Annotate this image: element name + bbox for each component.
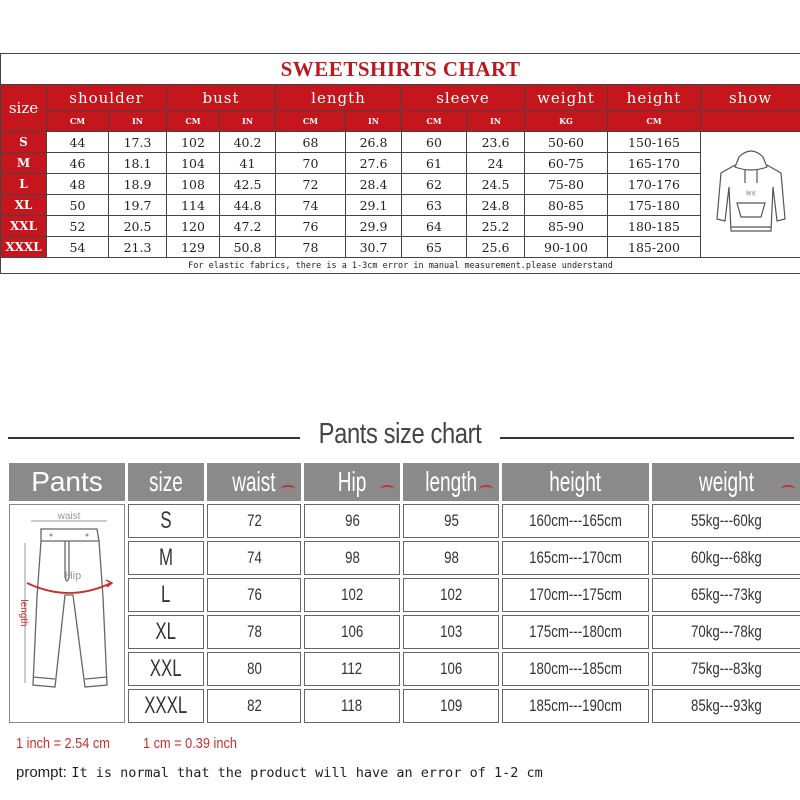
size-cell: M: [128, 541, 204, 575]
value-cell: 50-60: [525, 132, 608, 153]
value-cell: 72: [207, 504, 301, 538]
value-cell: 175-180: [608, 195, 701, 216]
pants-title-bar: [0, 418, 800, 458]
pants-chart-title: Pants size chart: [318, 418, 482, 450]
table-row: [1, 216, 800, 237]
value-cell: 80-85: [525, 195, 608, 216]
value-cell: 106: [403, 652, 499, 686]
value-cell: 75kg---83kg: [652, 652, 800, 686]
unit-label: KG: [525, 111, 608, 132]
value-cell: 70kg---78kg: [652, 615, 800, 649]
value-cell: 129: [167, 237, 220, 258]
value-cell: 18.1: [109, 153, 167, 174]
hoodie-show-cell: [701, 132, 800, 258]
value-cell: 95: [403, 504, 499, 538]
value-cell: 54: [47, 237, 109, 258]
size-header: size: [1, 85, 47, 132]
value-cell: 98: [403, 541, 499, 575]
value-cell: 85-90: [525, 216, 608, 237]
value-cell: 26.8: [346, 132, 402, 153]
size-cell: M: [1, 153, 47, 174]
value-cell: 24: [467, 153, 525, 174]
value-cell: 78: [207, 615, 301, 649]
value-cell: 65kg---73kg: [652, 578, 800, 612]
height-header: height: [608, 85, 701, 111]
value-cell: 60-75: [525, 153, 608, 174]
sweatshirts-size-table: [0, 53, 800, 274]
unit-label: [701, 111, 800, 132]
value-cell: 180-185: [608, 216, 701, 237]
table-row: [1, 237, 800, 258]
svg-text:胸宽: 胸宽: [745, 190, 756, 197]
value-cell: 29.9: [346, 216, 402, 237]
value-cell: 74: [276, 195, 346, 216]
value-cell: 102: [403, 578, 499, 612]
size-cell: XXXL: [1, 237, 47, 258]
value-cell: 102: [167, 132, 220, 153]
height-header: height: [502, 463, 649, 501]
value-cell: 55kg---60kg: [652, 504, 800, 538]
pants-diagram-cell: [9, 504, 125, 723]
value-cell: 60: [402, 132, 467, 153]
show-header: show: [701, 85, 800, 111]
value-cell: 24.5: [467, 174, 525, 195]
value-cell: 25.6: [467, 237, 525, 258]
table-row: [9, 615, 800, 649]
value-cell: 20.5: [109, 216, 167, 237]
value-cell: 108: [167, 174, 220, 195]
value-cell: 180cm---185cm: [502, 652, 649, 686]
unit-label: IN: [467, 111, 525, 132]
table-row: [1, 195, 800, 216]
inch-to-cm-text: 1 inch = 2.54 cm: [16, 735, 110, 752]
divider: [8, 437, 300, 439]
value-cell: 70: [276, 153, 346, 174]
size-cell: XXL: [128, 652, 204, 686]
table-row: [9, 652, 800, 686]
size-cell: L: [1, 174, 47, 195]
value-cell: 175cm---180cm: [502, 615, 649, 649]
value-cell: 98: [304, 541, 400, 575]
sleeve-header: sleeve: [402, 85, 525, 111]
weight-header: weight: [525, 85, 608, 111]
sweatshirts-note: For elastic fabrics, there is a 1-3cm error in manual measurement.please understand: [1, 258, 800, 274]
pants-diagram-icon: [11, 507, 123, 717]
value-cell: 19.7: [109, 195, 167, 216]
value-cell: 60kg---68kg: [652, 541, 800, 575]
unit-label: IN: [346, 111, 402, 132]
value-cell: 118: [304, 689, 400, 723]
size-cell: XL: [128, 615, 204, 649]
value-cell: 80: [207, 652, 301, 686]
value-cell: 76: [207, 578, 301, 612]
value-cell: 82: [207, 689, 301, 723]
bust-header: bust: [167, 85, 276, 111]
value-cell: 165cm---170cm: [502, 541, 649, 575]
value-cell: 160cm---165cm: [502, 504, 649, 538]
size-header: size: [128, 463, 204, 501]
value-cell: 170-176: [608, 174, 701, 195]
value-cell: 104: [167, 153, 220, 174]
unit-label: CM: [402, 111, 467, 132]
value-cell: 48: [47, 174, 109, 195]
size-cell: XXXL: [128, 689, 204, 723]
table-row: [1, 174, 800, 195]
table-row: [9, 578, 800, 612]
length-header: length: [276, 85, 402, 111]
value-cell: 40.2: [220, 132, 276, 153]
value-cell: 18.9: [109, 174, 167, 195]
table-row: [9, 689, 800, 723]
size-cell: S: [1, 132, 47, 153]
value-cell: 27.6: [346, 153, 402, 174]
prompt-text: It is normal that the product will have an error of 1-2 cm: [71, 765, 543, 781]
value-cell: 25.2: [467, 216, 525, 237]
value-cell: 23.6: [467, 132, 525, 153]
value-cell: 114: [167, 195, 220, 216]
unit-label: CM: [276, 111, 346, 132]
value-cell: 52: [47, 216, 109, 237]
unit-label: IN: [220, 111, 276, 132]
value-cell: 50.8: [220, 237, 276, 258]
value-cell: 42.5: [220, 174, 276, 195]
table-row: [1, 153, 800, 174]
value-cell: 78: [276, 237, 346, 258]
hoodie-icon: [711, 143, 791, 243]
value-cell: 185cm---190cm: [502, 689, 649, 723]
value-cell: 44: [47, 132, 109, 153]
divider: [500, 437, 794, 439]
value-cell: 64: [402, 216, 467, 237]
unit-label: CM: [47, 111, 109, 132]
unit-conversion: [16, 735, 253, 752]
value-cell: 44.8: [220, 195, 276, 216]
value-cell: 106: [304, 615, 400, 649]
value-cell: 75-80: [525, 174, 608, 195]
value-cell: 102: [304, 578, 400, 612]
table-row: [1, 132, 800, 153]
value-cell: 61: [402, 153, 467, 174]
size-cell: L: [128, 578, 204, 612]
value-cell: 103: [403, 615, 499, 649]
length-header: length: [403, 463, 499, 501]
value-cell: 21.3: [109, 237, 167, 258]
value-cell: 63: [402, 195, 467, 216]
value-cell: 68: [276, 132, 346, 153]
weight-header: weight: [652, 463, 800, 501]
value-cell: 62: [402, 174, 467, 195]
value-cell: 65: [402, 237, 467, 258]
unit-label: CM: [167, 111, 220, 132]
value-cell: 47.2: [220, 216, 276, 237]
value-cell: 50: [47, 195, 109, 216]
value-cell: 41: [220, 153, 276, 174]
value-cell: 185-200: [608, 237, 701, 258]
value-cell: 120: [167, 216, 220, 237]
pants-size-table: [6, 460, 800, 726]
value-cell: 170cm---175cm: [502, 578, 649, 612]
prompt-note: [16, 764, 543, 781]
waist-diagram-label: waist: [57, 510, 81, 522]
value-cell: 17.3: [109, 132, 167, 153]
table-row: [9, 504, 800, 538]
table-row: [9, 541, 800, 575]
hip-header: Hip: [304, 463, 400, 501]
value-cell: 150-165: [608, 132, 701, 153]
length-diagram-label: length: [18, 598, 29, 627]
value-cell: 29.1: [346, 195, 402, 216]
value-cell: 74: [207, 541, 301, 575]
sweatshirts-chart-title: SWEETSHIRTS CHART: [1, 54, 800, 85]
value-cell: 112: [304, 652, 400, 686]
value-cell: 24.8: [467, 195, 525, 216]
waist-header: waist: [207, 463, 301, 501]
cm-to-inch-text: 1 cm = 0.39 inch: [142, 735, 237, 752]
value-cell: 30.7: [346, 237, 402, 258]
value-cell: 165-170: [608, 153, 701, 174]
value-cell: 72: [276, 174, 346, 195]
size-cell: S: [128, 504, 204, 538]
value-cell: 85kg---93kg: [652, 689, 800, 723]
size-cell: XL: [1, 195, 47, 216]
unit-label: IN: [109, 111, 167, 132]
value-cell: 76: [276, 216, 346, 237]
value-cell: 46: [47, 153, 109, 174]
shoulder-header: shoulder: [47, 85, 167, 111]
value-cell: 109: [403, 689, 499, 723]
size-cell: XXL: [1, 216, 47, 237]
hip-diagram-label: Hip: [64, 569, 82, 582]
value-cell: 96: [304, 504, 400, 538]
value-cell: 28.4: [346, 174, 402, 195]
value-cell: 90-100: [525, 237, 608, 258]
unit-label: CM: [608, 111, 701, 132]
pants-header: Pants: [9, 463, 125, 501]
prompt-label: prompt:: [16, 764, 67, 781]
